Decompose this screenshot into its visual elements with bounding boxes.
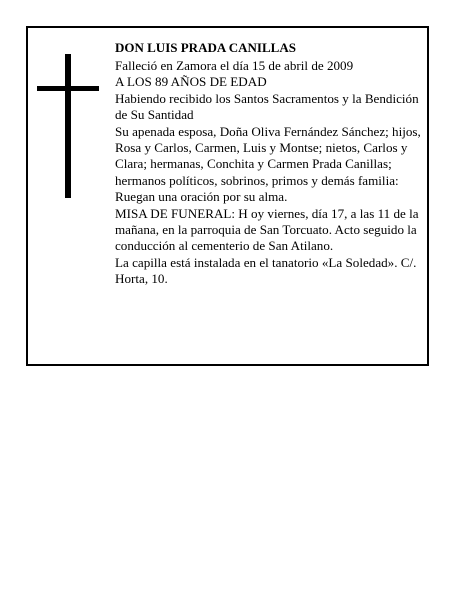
cross-horizontal-bar xyxy=(37,86,99,91)
age-line: A LOS 89 AÑOS DE EDAD xyxy=(115,74,267,90)
funeral-mass-paragraph: MISA DE FUNERAL: H oy viernes, día 17, a las 11 de la mañana, en la parroquia de San Torcuato. Acto seguido la conducción al cementerio de San Atilano. xyxy=(115,205,419,254)
deceased-name: DON LUIS PRADA CANILLAS xyxy=(115,40,296,55)
chapel-paragraph: La capilla está instalada en el tanatorio «La Soledad». C/. Horta, 10. xyxy=(115,254,417,287)
family-paragraph: Su apenada esposa, Doña Oliva Fernández Sánchez; hijos, Rosa y Carlos, Carmen, Luis y Montse; nietos, Carlos y Clara; hermanas, Conchita y Carmen Prada Canillas; hermanos políticos, sobrinos, primos y demás familia: xyxy=(115,123,421,188)
cross-vertical-bar xyxy=(65,54,71,198)
prayer-request: Ruegan una oración por su alma. xyxy=(115,189,288,205)
sacraments-line: Habiendo recibido los Santos Sacramentos y la Bendición de Su Santidad xyxy=(115,90,419,123)
death-date-line: Falleció en Zamora el día 15 de abril de 2009 xyxy=(115,58,354,73)
cross-icon xyxy=(37,54,99,198)
obituary-text xyxy=(115,40,421,288)
